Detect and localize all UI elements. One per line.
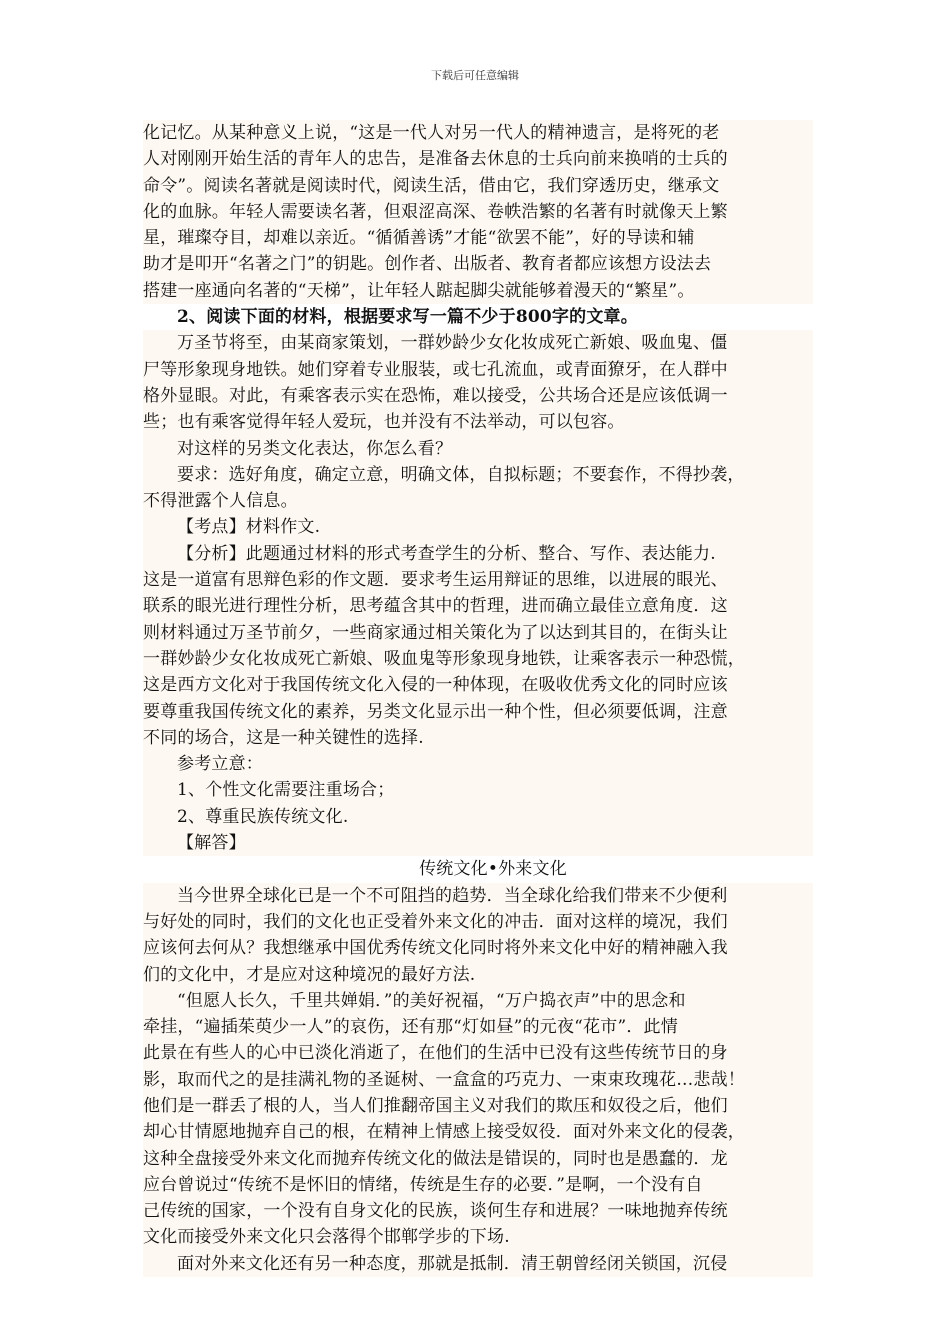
text-line: 尸等形象现身地铁。她们穿着专业服装，或七孔流血，或青面獠牙，在人群中 [143, 357, 813, 383]
text-line: 们的文化中，才是应对这种境况的最好方法. [143, 962, 813, 988]
text-line: 命令”。阅读名著就是阅读时代，阅读生活，借由它，我们穿透历史，继承文 [143, 173, 813, 199]
text-line: 文化而接受外来文化只会落得个邯郸学步的下场. [143, 1224, 813, 1250]
text-line: 2、阅读下面的材料，根据要求写一篇不少于800字的文章。 [177, 307, 638, 328]
text-line: 助才是叩开“名著之门”的钥匙。创作者、出版者、教育者都应该想方设法去 [143, 251, 813, 277]
text-line: 对这样的另类文化表达，你怎么看？ [143, 436, 813, 462]
text-line: 【考点】材料作文. [143, 514, 813, 540]
text-line: 一群妙龄少女化妆成死亡新娘、吸血鬼等形象现身地铁，让乘客表示一种恐慌， [143, 646, 813, 672]
text-line: 则材料通过万圣节前夕，一些商家通过相关策化为了以达到其目的，在街头让 [143, 620, 813, 646]
page-header: 下载后可任意编辑 [431, 69, 519, 82]
text-line: 应台曾说过“传统不是怀旧的情绪，传统是生存的必要．”是啊，一个没有自 [143, 1172, 813, 1198]
text-line: 星，璀璨夺目，却难以亲近。“循循善诱”才能“欲罢不能”，好的导读和辅 [143, 225, 813, 251]
text-line: 己传统的国家，一个没有自身文化的民族，谈何生存和进展？一味地抛弃传统 [143, 1198, 813, 1224]
text-line: 万圣节将至，由某商家策划，一群妙龄少女化妆成死亡新娘、吸血鬼、僵 [143, 330, 813, 356]
text-line: 【分析】此题通过材料的形式考查学生的分析、整合、写作、表达能力. [143, 541, 813, 567]
text-line: 格外显眼。对此，有乘客表示实在恐怖，难以接受，公共场合还是应该低调一 [143, 383, 813, 409]
text-line: 些；也有乘客觉得年轻人爱玩，也并没有不法举动，可以包容。 [143, 409, 813, 435]
text-line: 这种全盘接受外来文化而抛弃传统文化的做法是错误的，同时也是愚蠢的．龙 [143, 1146, 813, 1172]
text-line: 要求：选好角度，确定立意，明确文体，自拟标题；不要套作，不得抄袭， [143, 462, 813, 488]
text-line: 他们是一群丢了根的人，当人们推翻帝国主义对我们的欺压和奴役之后，他们 [143, 1093, 813, 1119]
text-line: 当今世界全球化已是一个不可阻挡的趋势．当全球化给我们带来不少便利 [143, 883, 813, 909]
text-line: 联系的眼光进行理性分析，思考蕴含其中的哲理，进而确立最佳立意角度．这 [143, 593, 813, 619]
text-line: 牵挂，“遍插茱萸少一人”的哀伤，还有那“灯如昼”的元夜“花市”．此情 [143, 1014, 813, 1040]
essay-title: 传统文化•外来文化 [419, 859, 567, 880]
text-line: 这是西方文化对于我国传统文化入侵的一种体现，在吸收优秀文化的同时应该 [143, 672, 813, 698]
text-line: 面对外来文化还有另一种态度，那就是抵制．清王朝曾经闭关锁国，沉侵 [143, 1251, 813, 1277]
text-line: 不得泄露个人信息。 [143, 488, 813, 514]
text-line: 应该何去何从？我想继承中国优秀传统文化同时将外来文化中好的精神融入我 [143, 935, 813, 961]
text-line: 化记忆。从某种意义上说，“这是一代人对另一代人的精神遗言，是将死的老 [143, 120, 813, 146]
text-line: 化的血脉。年轻人需要读名著，但艰涩高深、卷帙浩繁的名著有时就像天上繁 [143, 199, 813, 225]
text-line: “但愿人长久，千里共婵娟．”的美好祝福，“万户捣衣声”中的思念和 [143, 988, 813, 1014]
text-line: 1、个性文化需要注重场合； [143, 777, 813, 803]
text-line: 却心甘情愿地抛弃自己的根，在精神上情感上接受奴役．面对外来文化的侵袭， [143, 1119, 813, 1145]
text-line: 此景在有些人的心中已淡化消逝了，在他们的生活中已没有这些传统节日的身 [143, 1040, 813, 1066]
text-line: 人对刚刚开始生活的青年人的忠告，是准备去休息的士兵向前来换哨的士兵的 [143, 146, 813, 172]
text-line: 搭建一座通向名著的“天梯”，让年轻人踮起脚尖就能够着漫天的“繁星”。 [143, 278, 813, 304]
text-line: 要尊重我国传统文化的素养，另类文化显示出一种个性，但必须要低调，注意 [143, 699, 813, 725]
text-line: 这是一道富有思辩色彩的作文题．要求考生运用辩证的思维，以进展的眼光、 [143, 567, 813, 593]
document-body [143, 120, 813, 1277]
text-line: 参考立意： [143, 751, 813, 777]
text-line: 2、尊重民族传统文化. [143, 804, 813, 830]
text-line: 与好处的同时，我们的文化也正受着外来文化的冲击．面对这样的境况，我们 [143, 909, 813, 935]
text-line: 不同的场合，这是一种关键性的选择. [143, 725, 813, 751]
text-line: 【解答】 [143, 830, 813, 856]
text-line: 影，取而代之的是挂满礼物的圣诞树、一盒盒的巧克力、一束束玫瑰花…悲哉！ [143, 1067, 813, 1093]
